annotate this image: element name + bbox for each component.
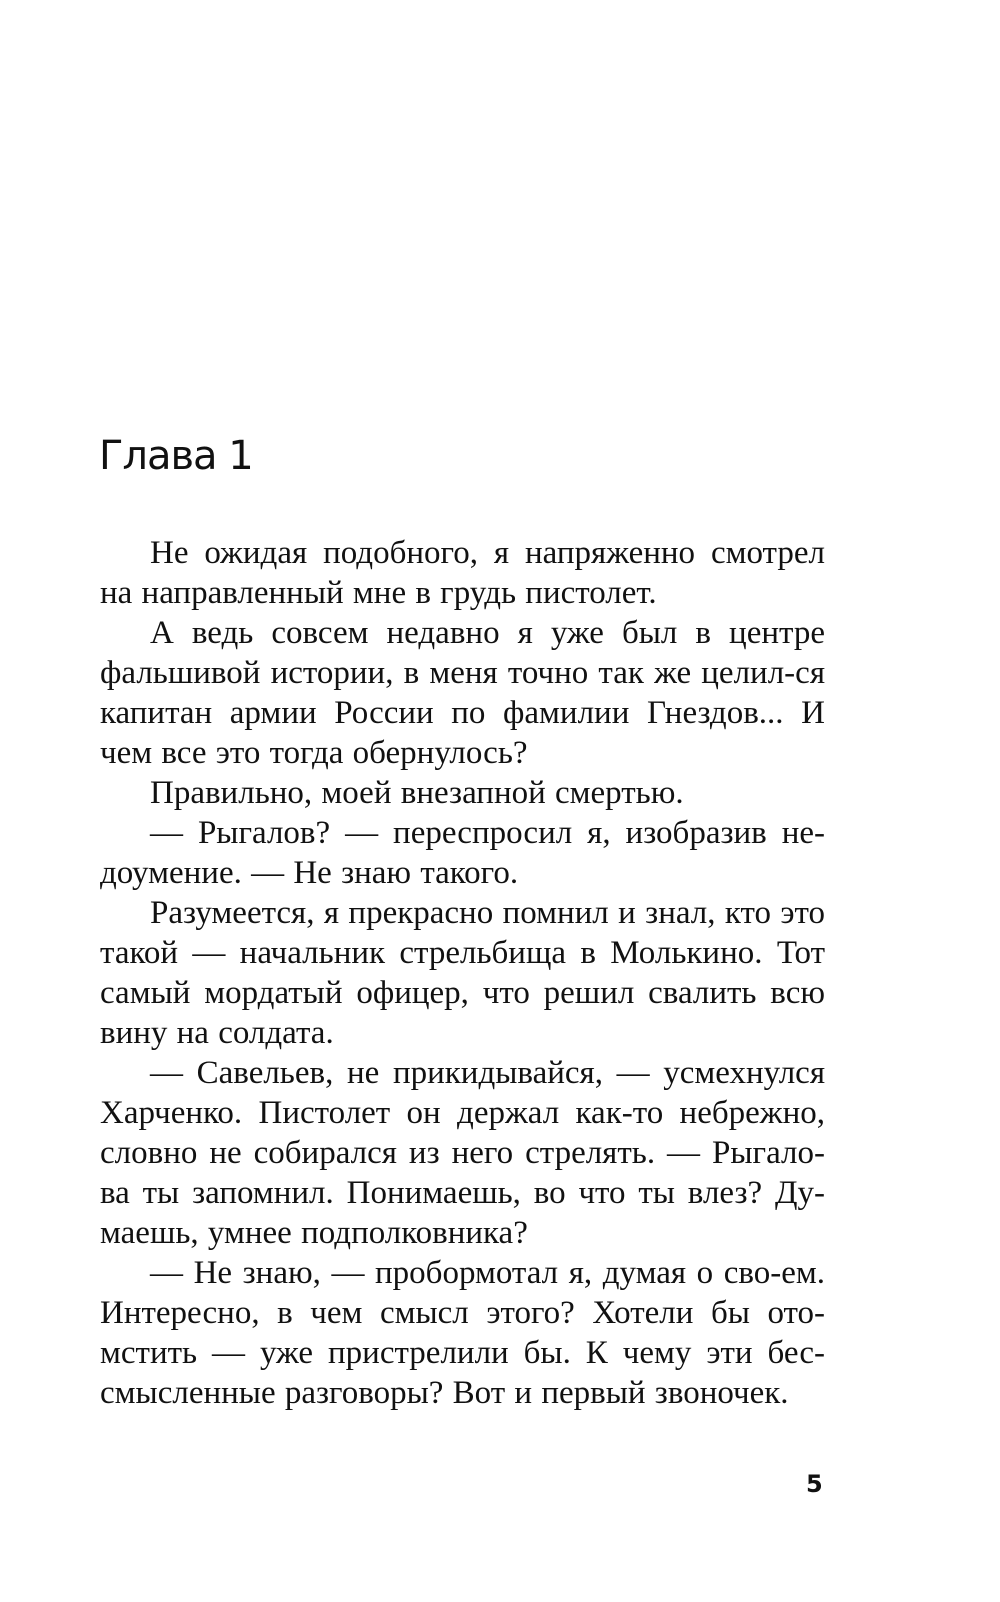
text-line: вину на солдата. bbox=[100, 1015, 334, 1051]
paragraph-5 bbox=[100, 893, 825, 1053]
text-line: смысленные разговоры? Вот и первый звоночек. bbox=[100, 1375, 789, 1411]
paragraph-1 bbox=[100, 533, 825, 613]
text-line: — Савельев, не прикидывайся, — усмехнулся bbox=[150, 1055, 825, 1091]
text-line: словно не собирался из него стрелять. — Рыгало- bbox=[100, 1135, 825, 1171]
text-line: доумение. — Не знаю такого. bbox=[100, 855, 519, 891]
paragraph-4 bbox=[100, 813, 825, 893]
text-line: Харченко. Пистолет он держал как-то небрежно, bbox=[100, 1095, 825, 1131]
chapter-title: Глава 1 bbox=[99, 433, 253, 479]
text-line: Правильно, моей внезапной смертью. bbox=[150, 775, 684, 811]
text-line: Не ожидая подобного, я напряженно смотрел bbox=[150, 535, 825, 571]
paragraph-6 bbox=[100, 1053, 825, 1253]
text-line: самый мордатый офицер, что решил свалить всю bbox=[100, 975, 825, 1011]
text-line: ем. Интересно, в чем смысл этого? Хотели бы ото- bbox=[100, 1255, 825, 1331]
text-line: мстить — уже пристрелили бы. К чему эти бес- bbox=[100, 1335, 825, 1371]
text-line: И чем все это тогда обернулось? bbox=[100, 695, 825, 771]
paragraph-3 bbox=[100, 773, 825, 813]
text-line: фальшивой истории, в меня точно так же целил- bbox=[100, 655, 796, 691]
text-line: на направленный мне в грудь пистолет. bbox=[100, 575, 657, 611]
paragraph-2 bbox=[100, 613, 825, 773]
text-line: А ведь совсем недавно я уже был в центре bbox=[150, 615, 825, 651]
text-line: — Не знаю, — пробормотал я, думая о сво- bbox=[150, 1255, 782, 1291]
text-line: — Рыгалов? — переспросил я, изобразив не- bbox=[150, 815, 825, 851]
text-line: маешь, умнее подполковника? bbox=[100, 1215, 528, 1251]
text-line: Разумеется, я прекрасно помнил и знал, кто это bbox=[150, 895, 825, 931]
paragraph-7 bbox=[100, 1253, 825, 1413]
text-line: ся капитан армии России по фамилии Гнездов... bbox=[100, 655, 825, 731]
chapter-body bbox=[100, 533, 825, 1413]
page-number: 5 bbox=[806, 1470, 823, 1498]
text-line: такой — начальник стрельбища в Молькино. Тот bbox=[100, 935, 825, 971]
text-line: ва ты запомнил. Понимаешь, во что ты влез? Ду- bbox=[100, 1175, 825, 1211]
